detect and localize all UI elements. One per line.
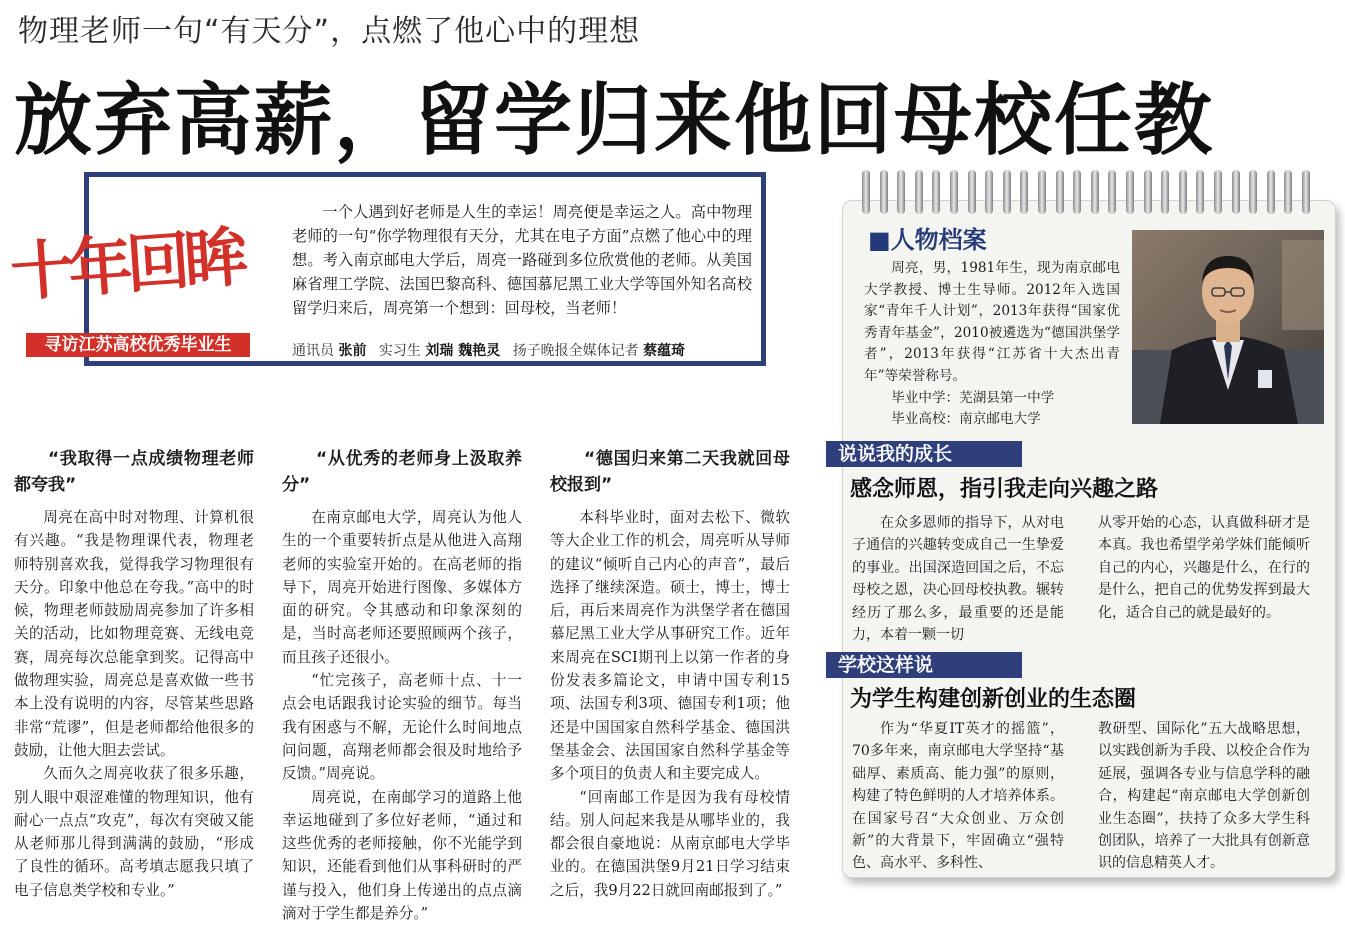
byline-role: 通讯员 bbox=[292, 343, 334, 359]
column-heading: “德国归来第二天我就回母校报到” bbox=[550, 449, 790, 495]
binder-ring bbox=[1091, 170, 1099, 214]
column-paragraph: 本科毕业时，面对去松下、微软等大企业工作的机会，周亮听从导师的建议“倾听自己内心的声音”，最后选择了继续深造。硕士，博士，博士后，再后来周亮作为洪堡学者在德国慕尼黑工业大学从事研究工作。近年来周亮在SCI期刊上以第一作者的身份发表多篇论文，申请中国专利15项、法国专利3项、德国专利1项；他还是中国国家自然科学基金、德国洪堡基金会、法国国家自然科学基金等多个项目的负责人和主要完成人。 bbox=[550, 509, 790, 783]
binder-ring bbox=[932, 170, 940, 214]
school-column-1 bbox=[852, 718, 1064, 875]
main-headline: 放弃高薪，留学归来他回母校任教 bbox=[14, 76, 1215, 166]
growth-section-tab: 说说我的成长 bbox=[826, 441, 1022, 467]
article-column-1 bbox=[14, 446, 254, 902]
binder-ring bbox=[1056, 170, 1064, 214]
column-heading: “从优秀的老师身上汲取养分” bbox=[282, 449, 522, 495]
school-column-2 bbox=[1098, 718, 1310, 875]
column-heading: “我取得一点成绩物理老师都夸我” bbox=[14, 449, 254, 495]
growth-subhead: 感念师恩，指引我走向兴趣之路 bbox=[850, 477, 1159, 502]
column-paragraph: 周亮在高中时对物理、计算机很有兴趣。“我是物理课代表，物理老师特别喜欢我，觉得我学习物理很有天分。印象中他总在夸我。”高中的时候，物理老师鼓励周亮参加了许多相关的活动，比如物理竞赛、无线电竞赛，周亮每次总能拿到奖。记得高中做物理实验，周亮总是喜欢做一些书本上没有说明的内容，尽管某些思路非常“荒谬”，但是老师都给他很多的鼓励，让他大胆去尝试。 bbox=[14, 509, 254, 759]
binder-ring bbox=[1249, 170, 1257, 214]
binder-ring bbox=[1196, 170, 1204, 214]
article-column-3 bbox=[550, 446, 790, 902]
profile-text bbox=[864, 258, 1120, 431]
column-paragraph: “忙完孩子，高老师十点、十一点会电话跟我讨论实验的细节。每当我有困惑与不解，无论什么时间地点问问题，高翔老师都会很及时地给予反馈。”周亮说。 bbox=[282, 672, 522, 783]
growth-column-1 bbox=[852, 512, 1064, 646]
profile-university: 毕业高校：南京邮电大学 bbox=[891, 411, 1041, 428]
binder-ring bbox=[915, 170, 923, 214]
binder-ring bbox=[862, 170, 870, 214]
profile-school: 毕业中学：芜湖县第一中学 bbox=[891, 389, 1055, 406]
column-paragraph: 周亮说，在南邮学习的道路上他幸运地碰到了多位好老师，“通过和这些优秀的老师接触，你不光能学到知识，还能看到他们从事科研时的严谨与投入，他们身上传递出的点点滴滴对于学生都是养分。” bbox=[282, 788, 522, 923]
binder-ring bbox=[1126, 170, 1134, 214]
binder-ring bbox=[1232, 170, 1240, 214]
growth-column-2 bbox=[1098, 512, 1310, 624]
column-paragraph: “回南邮工作是因为我有母校情结。别人问起来我是从哪毕业的，我都会很自豪地说：从南京邮电大学毕业的。在德国洪堡9月21日学习结束之后，我9月22日就回南邮报到了。” bbox=[550, 788, 790, 899]
binder-ring bbox=[968, 170, 976, 214]
notebook-rings bbox=[862, 170, 1318, 216]
binder-ring bbox=[1003, 170, 1011, 214]
binder-ring bbox=[950, 170, 958, 214]
intro-text: 一个人遇到好老师是人生的幸运！周亮便是幸运之人。高中物理老师的一句“你学物理很有天分，尤其在电子方面”点燃了他心中的理想。考入南京邮电大学后，周亮一路碰到多位欣赏他的老师。从美国麻省理工学院、法国巴黎高科、德国慕尼黑工业大学等国外知名高校留学归来后，周亮第一个想到：回母校，当老师！ bbox=[292, 203, 752, 317]
column-paragraph: 久而久之周亮收获了很多乐趣，别人眼中艰涩难懂的物理知识，他有耐心一点点“攻克”，每次有突破又能从老师那儿得到满满的鼓励，“形成了良性的循环。高考填志愿我只填了电子信息类学校和专业。” bbox=[14, 765, 254, 899]
byline-role: 实习生 bbox=[378, 343, 421, 359]
binder-ring bbox=[1108, 170, 1116, 214]
profile-bio: 周亮，男，1981年生，现为南京邮电大学教授、博士生导师。2012年入选国家“青年千人计划”，2013年获得“国家优秀青年基金”，2010被遴选为“德国洪堡学者”，2013年获得“江苏省十大杰出青年”等荣誉称号。 bbox=[864, 260, 1120, 384]
binder-ring bbox=[1214, 170, 1222, 214]
column-paragraph: 在南京邮电大学，周亮认为他人生的一个重要转折点是从他进入高翔老师的实验室开始的。在高老师的指导下，周亮开始进行图像、多媒体方面的研究。令其感动和印象深刻的是，当时高老师还要照顾两个孩子，而且孩子还很小。 bbox=[282, 509, 522, 666]
binder-ring bbox=[897, 170, 905, 214]
byline-name: 刘瑞 魏艳灵 bbox=[425, 343, 501, 359]
portrait-illustration bbox=[1132, 230, 1324, 424]
portrait-photo bbox=[1132, 230, 1324, 424]
byline-name: 张前 bbox=[338, 343, 367, 359]
binder-ring bbox=[985, 170, 993, 214]
binder-ring bbox=[880, 170, 888, 214]
school-text: 作为“华夏IT英才的摇篮”，70多年来，南京邮电大学坚持“基础厚、素质高、能力强”的原则，构建了特色鲜明的人才培养体系。在国家号召“大众创业、万众创新”的大背景下，牢固确立“强特色、高水平、多科性、 bbox=[852, 721, 1064, 872]
profile-title: ■人物档案 bbox=[868, 226, 987, 254]
growth-text: 从零开始的心态，认真做科研才是本真。我也希望学弟学妹们能倾听自己的内心，兴趣是什么，在行的是什么，把自己的优势发挥到最大化，适合自己的就是最好的。 bbox=[1098, 515, 1310, 621]
article-column-2 bbox=[282, 446, 522, 925]
growth-text: 在众多恩师的指导下，从对电子通信的兴趣转变成自己一生挚爱的事业。出国深造回国之后，不忘母校之恩，决心回母校执教。辗转经历了那么多，最重要的还是能力，本着一颗一切 bbox=[852, 515, 1064, 644]
binder-ring bbox=[1073, 170, 1081, 214]
school-text: 教研型、国际化”五大战略思想，以实践创新为手段、以校企合作为延展，强调各专业与信息学科的融合，构建起“南京邮电大学创新创业生态圈”，扶持了众多大学生科创团队，培养了一大批具有创新意识的信息精英人才。 bbox=[1098, 721, 1310, 872]
binder-ring bbox=[1267, 170, 1275, 214]
school-subhead: 为学生构建创新创业的生态圈 bbox=[850, 687, 1137, 712]
byline-name: 蔡蕴琦 bbox=[643, 343, 686, 359]
kicker-headline: 物理老师一句“有天分”，点燃了他心中的理想 bbox=[18, 14, 641, 49]
byline bbox=[292, 340, 693, 360]
binder-ring bbox=[1179, 170, 1187, 214]
series-banner: 寻访江苏高校优秀毕业生 bbox=[26, 333, 250, 357]
binder-ring bbox=[1161, 170, 1169, 214]
binder-ring bbox=[1144, 170, 1152, 214]
binder-ring bbox=[1038, 170, 1046, 214]
school-section-tab: 学校这样说 bbox=[826, 652, 1022, 678]
byline-role: 扬子晚报全媒体记者 bbox=[512, 343, 639, 359]
binder-ring bbox=[1302, 170, 1310, 214]
binder-ring bbox=[1284, 170, 1292, 214]
intro-paragraph bbox=[292, 200, 752, 320]
series-logo: 十年回眸 bbox=[8, 220, 245, 311]
binder-ring bbox=[1020, 170, 1028, 214]
